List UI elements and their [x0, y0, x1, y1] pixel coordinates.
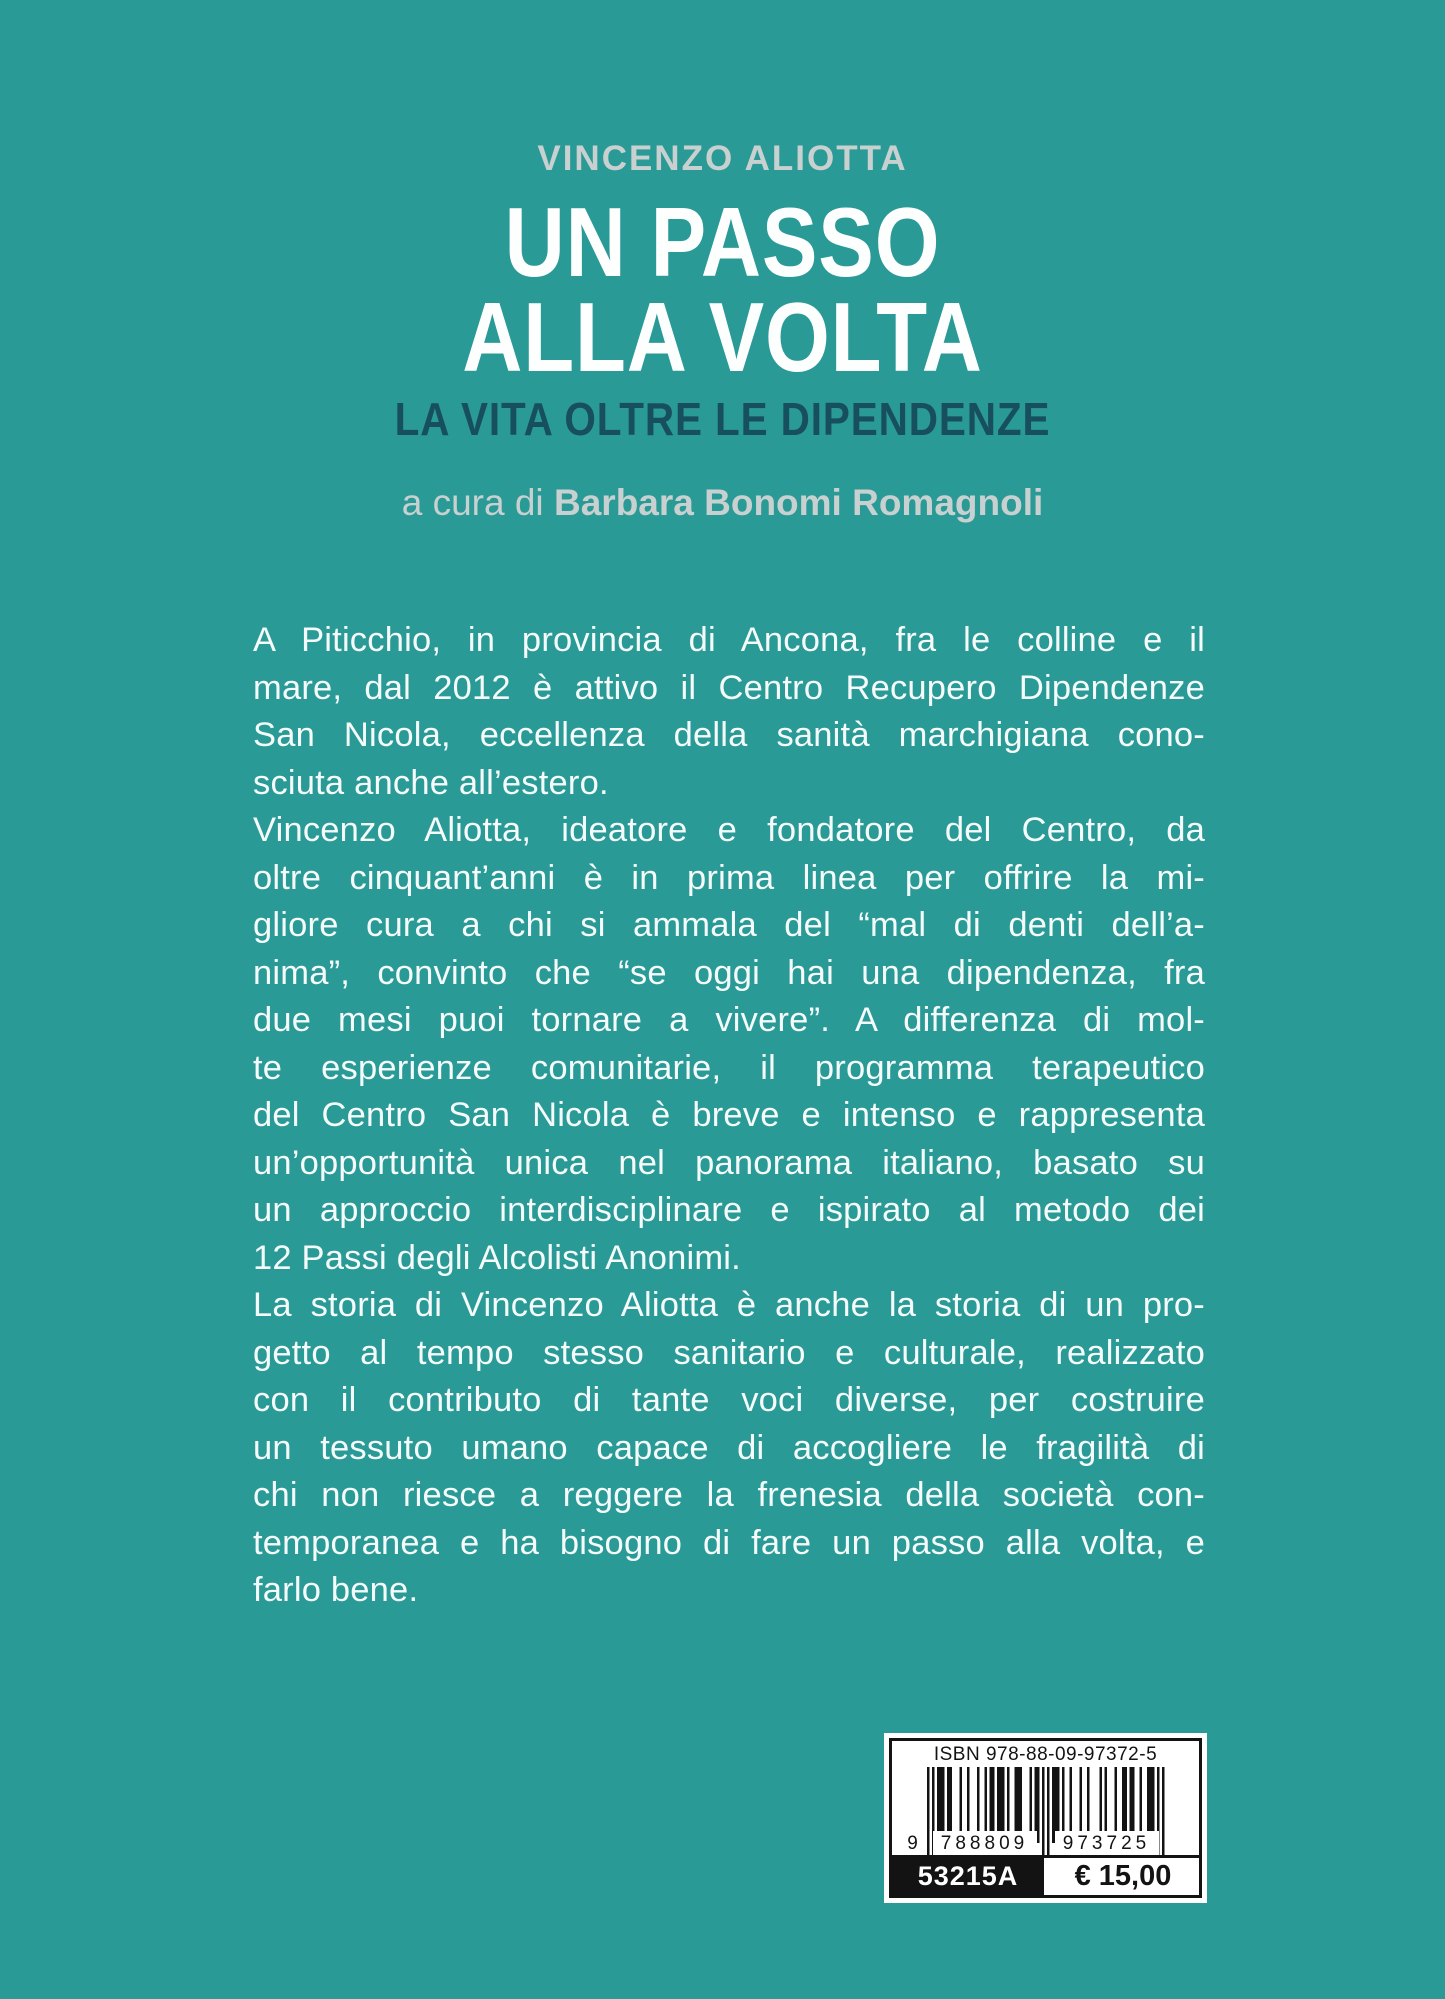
blurb-line: 12 Passi degli Alcolisti Anonimi. [253, 1238, 741, 1277]
curator-prefix: a cura di [401, 482, 544, 523]
blurb-line: farlo bene. [253, 1571, 419, 1609]
title-line-2: ALLA VOLTA [462, 282, 983, 392]
blurb [253, 617, 1205, 1615]
blurb-line: un approccio interdisciplinare e ispirato al metodo dei [253, 1191, 1205, 1229]
blurb-line: gliore cura a chi si ammala del “mal di denti dell’a- [253, 906, 1205, 944]
blurb-line: chi non riesce a reggere la frenesia della società con- [253, 1476, 1205, 1514]
isbn-box [884, 1733, 1207, 1903]
blurb-line: A Piticchio, in provincia di Ancona, fra le colline e il [253, 621, 1205, 659]
product-code: 53215A [892, 1858, 1044, 1895]
isbn-box-frame [889, 1738, 1202, 1898]
blurb-line: Vincenzo Aliotta, ideatore e fondatore del Centro, da [253, 811, 1205, 849]
blurb-line: un’opportunità unica nel panorama italiano, basato su [253, 1143, 1205, 1182]
title-line-1: UN PASSO [504, 187, 941, 297]
curator-line [0, 480, 1445, 526]
blurb-line: San Nicola, eccellenza della sanità marchigiana cono- [253, 716, 1205, 754]
blurb-line: sciuta anche all’estero. [253, 763, 609, 802]
subtitle [0, 394, 1445, 444]
blurb-line: te esperienze comunitarie, il programma terapeutico [253, 1048, 1205, 1087]
isbn-bottom-row [892, 1855, 1199, 1895]
blurb-line: La storia di Vincenzo Aliotta è anche la storia di un pro- [253, 1286, 1205, 1324]
blurb-line: due mesi puoi tornare a vivere”. A differenza di mol- [253, 1001, 1205, 1039]
barcode [907, 1767, 1165, 1855]
blurb-line: del Centro San Nicola è breve e intenso e rappresenta [253, 1096, 1205, 1134]
isbn-label: ISBN 978-88-09-97372-5 [933, 1744, 1158, 1765]
barcode-digits-right: 973725 [1055, 1831, 1159, 1855]
isbn-top-area [892, 1741, 1199, 1855]
blurb-line: oltre cinquant’anni è in prima linea per offrire la mi- [253, 858, 1205, 897]
blurb-line: mare, dal 2012 è attivo il Centro Recupero Dipendenze [253, 668, 1205, 707]
price: € 15,00 [1044, 1858, 1199, 1895]
barcode-digit-first: 9 [907, 1833, 918, 1854]
subtitle-text: LA VITA OLTRE LE DIPENDENZE [394, 393, 1051, 445]
blurb-line: getto al tempo stesso sanitario e culturale, realizzato [253, 1333, 1205, 1372]
author-name: VINCENZO ALIOTTA [537, 139, 908, 178]
curator-name: Barbara Bonomi Romagnoli [554, 482, 1044, 523]
blurb-line: con il contributo di tante voci diverse, per costruire [253, 1381, 1205, 1419]
blurb-line: un tessuto umano capace di accogliere le fragilità di [253, 1428, 1205, 1467]
book-title [0, 187, 1445, 392]
blurb-line: temporanea e ha bisogno di fare un passo alla volta, e [253, 1523, 1205, 1562]
blurb-line: nima”, convinto che “se oggi hai una dipendenza, fra [253, 953, 1205, 992]
barcode-digits-left: 788809 [933, 1831, 1037, 1855]
